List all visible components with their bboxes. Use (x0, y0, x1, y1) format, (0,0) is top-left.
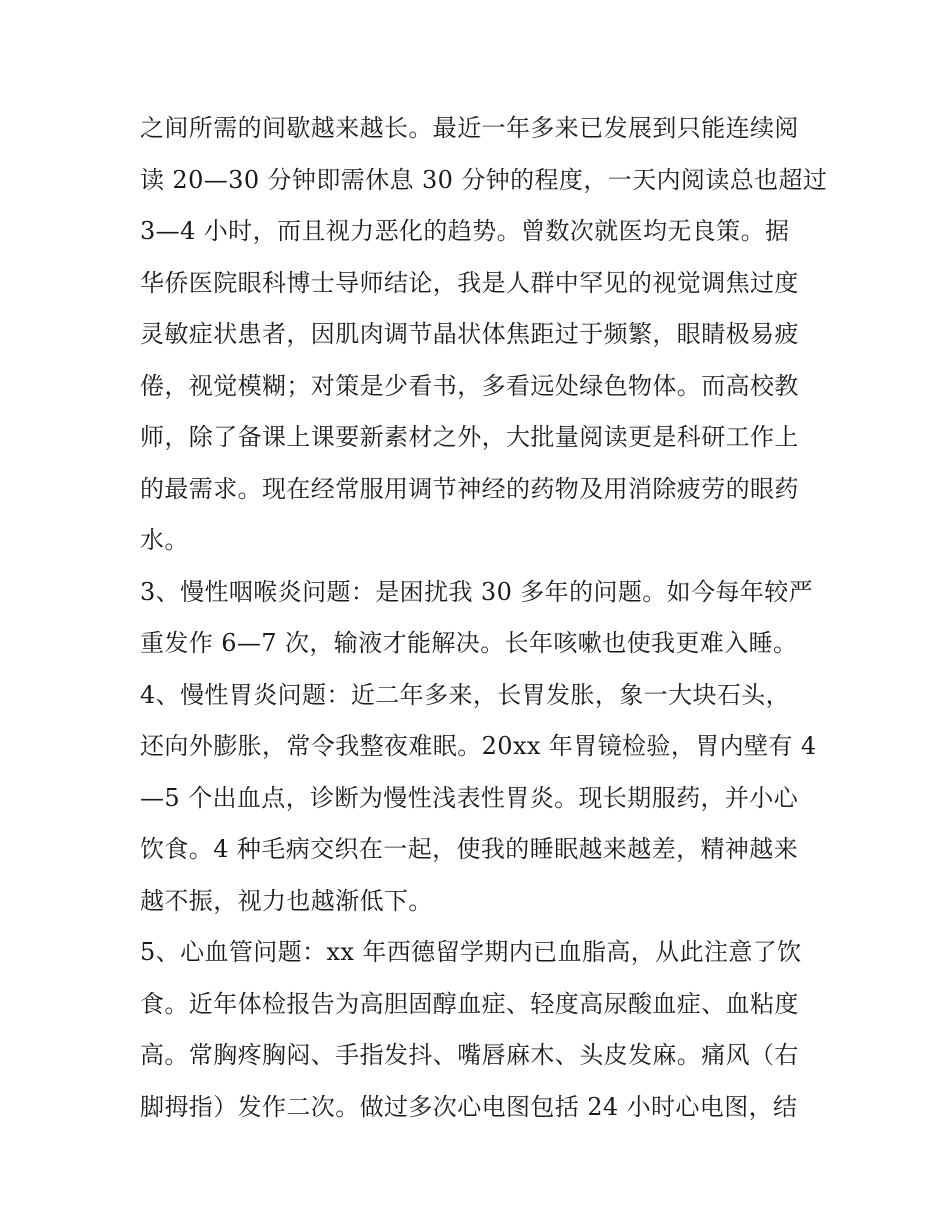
text-line: 师，除了备课上课要新素材之外，大批量阅读更是科研工作上 (140, 423, 799, 451)
text-line: 脚拇指）发作二次。做过多次心电图包括 24 小时心电图，结 (140, 1092, 798, 1121)
text-line: 高。常胸疼胸闷、手指发抖、嘴唇麻木、头皮发麻。痛风（右 (140, 1041, 799, 1069)
text-line: 倦，视觉模糊；对策是少看书，多看远处绿色物体。而高校教 (140, 371, 799, 400)
text-line: 水。 (140, 526, 189, 554)
text-line: 重发作 6—7 次，输液才能解决。长年咳嗽也使我更难入睡。 (140, 629, 798, 657)
text-line: 3—4 小时，而且视力恶化的趋势。曾数次就医均无良策。据 (140, 217, 790, 245)
text-line: 5、心血管问题：xx 年西德留学期内已血脂高，从此注意了饮 (140, 938, 802, 966)
text-line: 之间所需的间歇越来越长。最近一年多来已发展到只能连续阅 (140, 114, 799, 142)
text-line: 华侨医院眼科博士导师结论，我是人群中罕见的视觉调焦过度 (140, 268, 799, 297)
text-line: 4、慢性胃炎问题：近二年多来，长胃发胀，象一大块石头， (140, 680, 791, 709)
text-line: —5 个出血点，诊断为慢性浅表性胃炎。现长期服药，并小心 (140, 783, 799, 812)
text-line: 3、慢性咽喉炎问题：是困扰我 30 多年的问题。如今每年较严 (140, 577, 814, 606)
text-line: 饮食。4 种毛病交织在一起，使我的睡眠越来越差，精神越来 (140, 835, 799, 863)
document-body (140, 103, 828, 1133)
text-line: 的最需求。现在经常服用调节神经的药物及用消除疲劳的眼药 (140, 474, 799, 503)
text-line: 读 20—30 分钟即需休息 30 分钟的程度，一天内阅读总也超过 (140, 165, 828, 194)
text-line: 越不振，视力也越渐低下。 (140, 886, 433, 915)
text-line: 灵敏症状患者，因肌肉调节晶状体焦距过于频繁，眼睛极易疲 (140, 320, 799, 348)
text-line: 食。近年体检报告为高胆固醇血症、轻度高尿酸血症、血粘度 (140, 989, 799, 1018)
text-line: 还向外膨胀，常令我整夜难眠。20xx 年胃镜检验，胃内壁有 4 (140, 732, 817, 760)
